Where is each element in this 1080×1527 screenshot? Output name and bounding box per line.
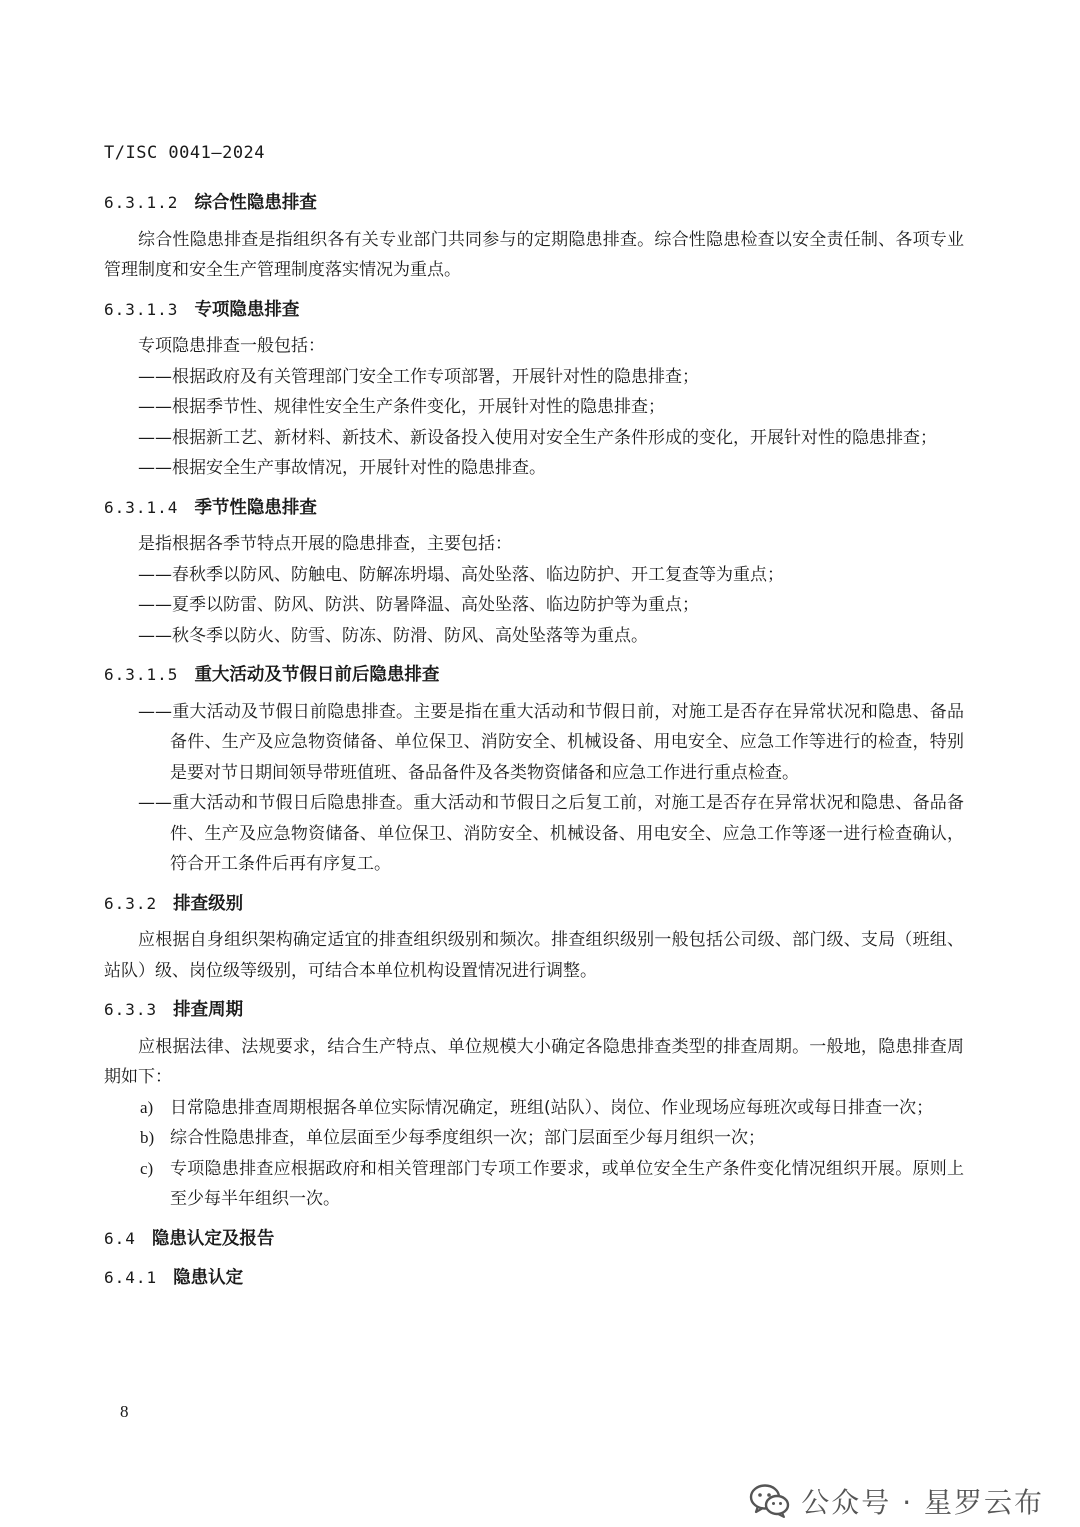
page-number: 8 — [120, 1402, 129, 1421]
section-number: 6.3.1.4 — [104, 497, 179, 517]
list-item-label: a) — [140, 1097, 154, 1117]
section-heading — [104, 1224, 964, 1255]
section-heading — [104, 295, 964, 326]
section-number: 6.3.3 — [104, 1000, 158, 1019]
section-number: 6.4.1 — [104, 1268, 158, 1287]
list-intro: 专项隐患排查一般包括： — [138, 336, 325, 356]
dash-list-item: ——重大活动及节假日前隐患排查。主要是指在重大活动和节假日前，对施工是否存在异常状况和隐患、备品备件、生产及应急物资储备、单位保卫、消防安全、机械设备、用电安全、应急工作等进行的检查，特别是要对节日期间领导带班值班、备品备件及各类物资储备和应急工作进行重点检查。 — [138, 701, 964, 783]
section-number: 6.3.1.3 — [104, 299, 179, 319]
dash-list-item: ——秋冬季以防火、防雪、防冻、防滑、防风、高处坠落等为重点。 — [138, 625, 648, 646]
lettered-list-item — [104, 1123, 964, 1154]
section-title: 专项隐患排查 — [194, 299, 300, 320]
wechat-icon — [749, 1483, 791, 1519]
lettered-list-item — [104, 1154, 964, 1215]
document-body — [104, 188, 964, 1300]
list-item-text: 专项隐患排查应根据政府和相关管理部门专项工作要求，或单位安全生产条件变化情况组织开展。原则上至少每半年组织一次。 — [170, 1158, 964, 1209]
dash-list-item: ——春秋季以防风、防触电、防解冻坍塌、高处坠落、临边防护、开工复查等为重点； — [138, 564, 784, 585]
watermark-text: 公众号 · 星罗云布 — [801, 1486, 1044, 1519]
document-code: T/ISC 0041—2024 — [104, 143, 266, 163]
list-item-text: 日常隐患排查周期根据各单位实际情况确定，班组(站队）、岗位、作业现场应每班次或每日排查一次； — [170, 1097, 934, 1118]
dash-list-item: ——重大活动和节假日后隐患排查。重大活动和节假日之后复工前，对施工是否存在异常状况和隐患、备品备件、生产及应急物资储备、单位保卫、消防安全、机械设备、用电安全、应急工作等逐一进行检查确认，符合开工条件后再有序复工。 — [138, 793, 964, 874]
section-title: 重大活动及节假日前后隐患排查 — [194, 665, 440, 685]
section-title: 综合性隐患排查 — [194, 193, 317, 213]
watermark — [749, 1478, 1044, 1524]
list-item-label: c) — [140, 1158, 154, 1178]
list-item-label: b) — [140, 1128, 155, 1147]
paragraph: 应根据法律、法规要求，结合生产特点、单位规模大小确定各隐患排查类型的排查周期。一般地，隐患排查周期如下： — [104, 1036, 964, 1087]
dash-list-item: ——根据季节性、规律性安全生产条件变化，开展针对性的隐患排查； — [138, 397, 665, 417]
section-title: 排查周期 — [173, 1000, 244, 1020]
section-heading — [104, 889, 964, 920]
section-number: 6.3.1.5 — [104, 665, 179, 684]
section-heading — [104, 188, 964, 219]
section-heading — [104, 995, 964, 1026]
section-title: 排查级别 — [173, 893, 244, 914]
section-title: 隐患认定及报告 — [151, 1228, 275, 1249]
section-title: 季节性隐患排查 — [194, 497, 317, 518]
section-heading — [104, 1263, 964, 1294]
section-title: 隐患认定 — [173, 1268, 244, 1288]
section-heading — [104, 660, 964, 691]
paragraph: 综合性隐患排查是指组织各有关专业部门共同参与的定期隐患排查。综合性隐患检查以安全责任制、各项专业管理制度和安全生产管理制度落实情况为重点。 — [104, 229, 964, 280]
lettered-list-item — [104, 1093, 964, 1124]
section-number: 6.3.2 — [104, 893, 158, 913]
section-number: 6.4 — [104, 1228, 136, 1248]
dash-list-item: ——夏季以防雷、防风、防洪、防暑降温、高处坠落、临边防护等为重点； — [138, 595, 699, 615]
paragraph: 应根据自身组织架构确定适宜的排查组织级别和频次。排查组织级别一般包括公司级、部门级、支局（班组、站队）级、岗位级等级别，可结合本单位机构设置情况进行调整。 — [104, 930, 964, 981]
section-number: 6.3.1.2 — [104, 193, 179, 212]
dash-list-item: ——根据政府及有关管理部门安全工作专项部署，开展针对性的隐患排查； — [138, 366, 699, 387]
section-heading — [104, 493, 964, 524]
dash-list-item: ——根据安全生产事故情况，开展针对性的隐患排查。 — [138, 458, 546, 478]
dash-list-item: ——根据新工艺、新材料、新技术、新设备投入使用对安全生产条件形成的变化，开展针对性的隐患排查； — [138, 427, 937, 448]
list-intro: 是指根据各季节特点开展的隐患排查，主要包括： — [138, 534, 512, 554]
list-item-text: 综合性隐患排查，单位层面至少每季度组织一次；部门层面至少每月组织一次； — [170, 1128, 765, 1148]
